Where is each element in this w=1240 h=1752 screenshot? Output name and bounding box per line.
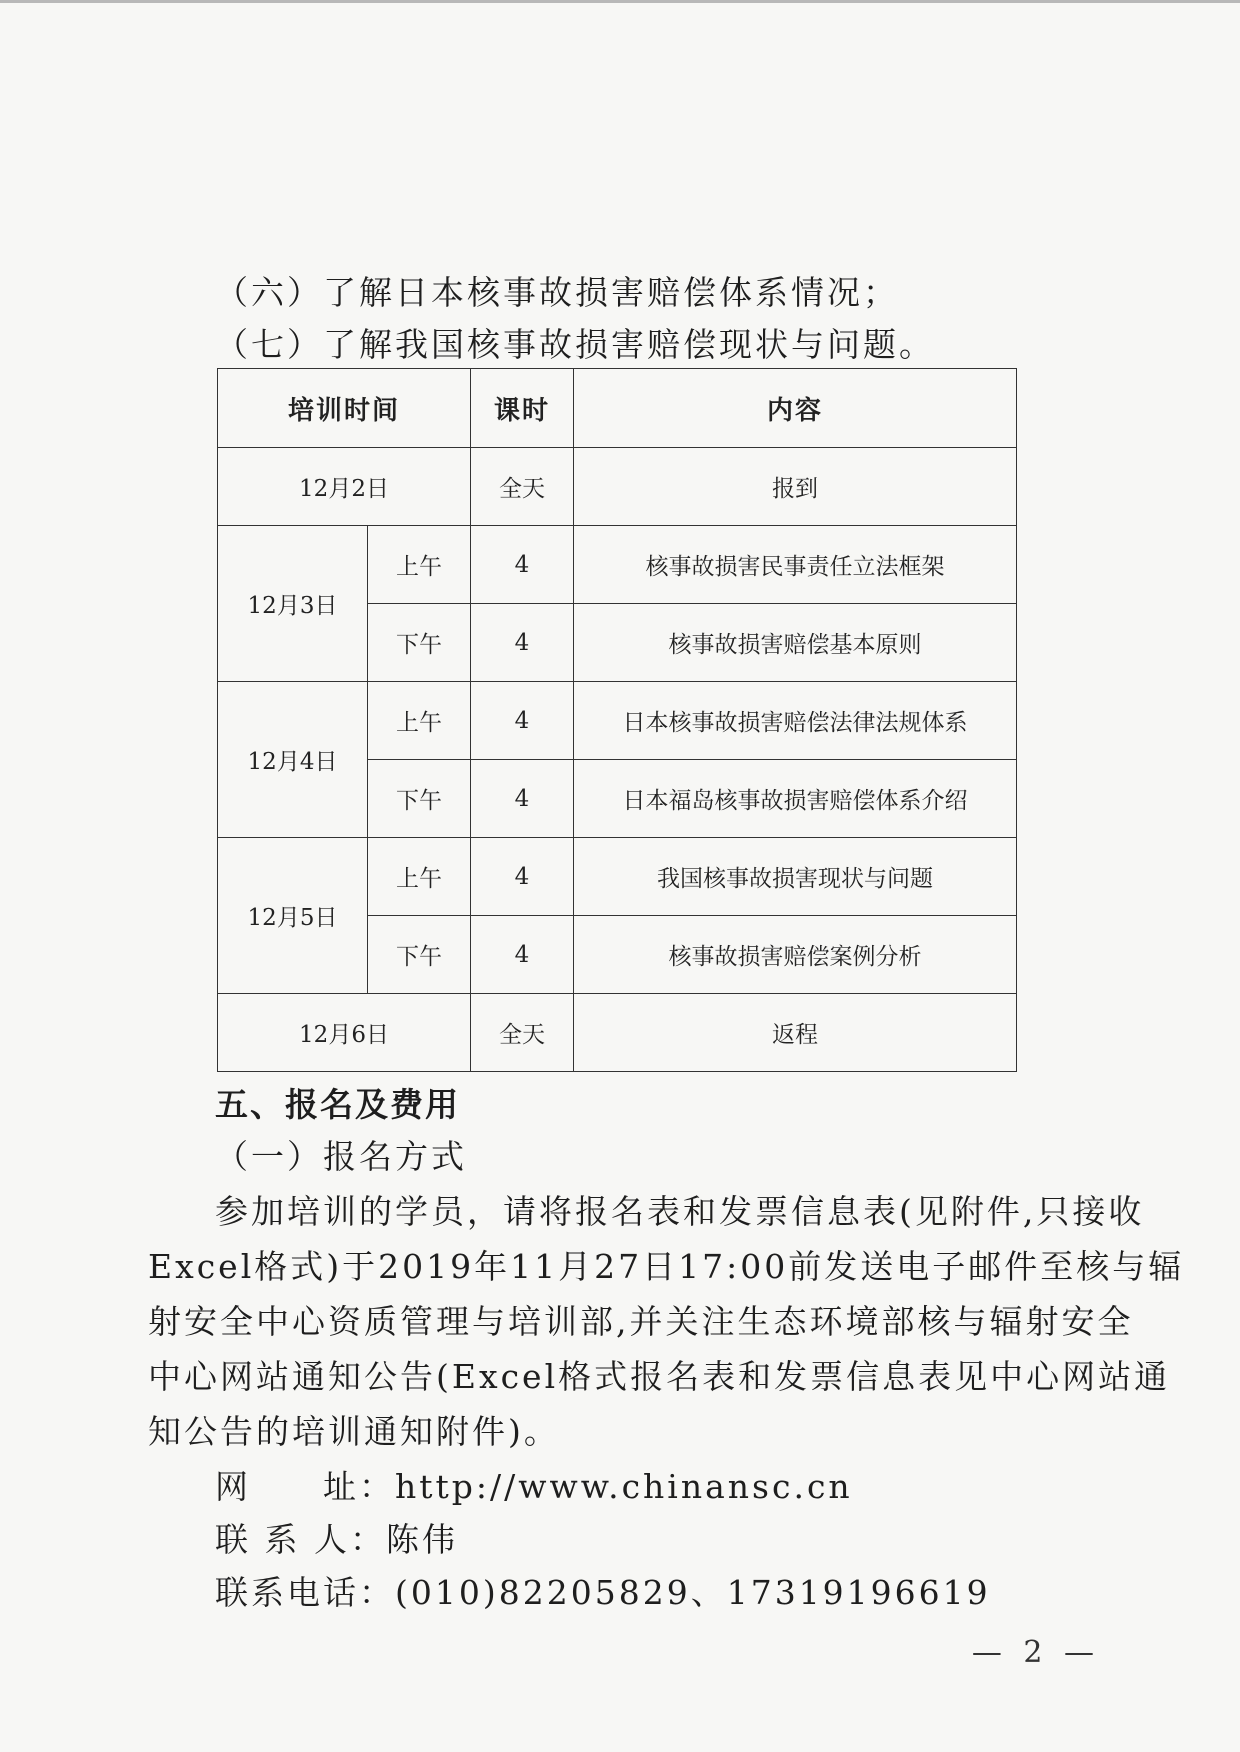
content-cell: 日本福岛核事故损害赔偿体系介绍	[574, 760, 1017, 838]
contact-name: 陈伟	[385, 1520, 458, 1559]
website-link[interactable]: http://www.chinansc.cn	[395, 1467, 853, 1506]
hours-cell: 4	[471, 838, 574, 916]
website-row	[215, 1467, 853, 1507]
hours-cell: 全天	[471, 994, 574, 1072]
date-cell: 12月6日	[218, 994, 471, 1072]
date-cell: 12月4日	[218, 682, 368, 838]
table-header-row	[218, 369, 1017, 448]
header-hours: 课时	[471, 369, 574, 448]
period-cell: 上午	[368, 682, 471, 760]
objective-7: （七）了解我国核事故损害赔偿现状与问题。	[215, 325, 935, 364]
content-cell: 核事故损害赔偿基本原则	[574, 604, 1017, 682]
table-row	[218, 994, 1017, 1072]
period-cell: 下午	[368, 916, 471, 994]
content-cell: 核事故损害赔偿案例分析	[574, 916, 1017, 994]
header-time: 培训时间	[218, 369, 471, 448]
content-cell: 报到	[574, 448, 1017, 526]
content-cell: 返程	[574, 994, 1017, 1072]
hours-cell: 4	[471, 682, 574, 760]
period-cell: 上午	[368, 526, 471, 604]
period-cell: 下午	[368, 604, 471, 682]
schedule-table	[217, 368, 1017, 1072]
period-cell: 上午	[368, 838, 471, 916]
hours-cell: 全天	[471, 448, 574, 526]
hours-cell: 4	[471, 916, 574, 994]
phone-label: 联系电话：	[215, 1573, 395, 1612]
paragraph-line: 射安全中心资质管理与培训部,并关注生态环境部核与辐射安全	[148, 1302, 1134, 1341]
paragraph-line: 知公告的培训通知附件)。	[148, 1412, 560, 1451]
table-row	[218, 448, 1017, 526]
content-cell: 我国核事故损害现状与问题	[574, 838, 1017, 916]
date-cell: 12月3日	[218, 526, 368, 682]
date-cell: 12月2日	[218, 448, 471, 526]
hours-cell: 4	[471, 526, 574, 604]
period-cell: 下午	[368, 760, 471, 838]
table-row	[218, 526, 1017, 604]
paragraph-line: 参加培训的学员，请将报名表和发票信息表(见附件,只接收	[215, 1192, 1145, 1231]
header-content: 内容	[574, 369, 1017, 448]
hours-cell: 4	[471, 604, 574, 682]
content-cell: 核事故损害民事责任立法框架	[574, 526, 1017, 604]
page-number: — 2 —	[971, 1635, 1100, 1670]
scan-edge	[0, 0, 1240, 3]
date-cell: 12月5日	[218, 838, 368, 994]
subsection-heading: （一）报名方式	[215, 1137, 467, 1176]
phone-row	[215, 1573, 991, 1613]
phone-number: (010)82205829、17319196619	[395, 1573, 991, 1612]
paragraph-line: 中心网站通知公告(Excel格式报名表和发票信息表见中心网站通	[148, 1357, 1171, 1396]
table-row	[218, 682, 1017, 760]
table-row	[218, 838, 1017, 916]
contact-row	[215, 1520, 458, 1560]
website-label: 网 址：	[215, 1467, 395, 1506]
paragraph-line: Excel格式)于2019年11月27日17:00前发送电子邮件至核与辐	[148, 1247, 1185, 1286]
hours-cell: 4	[471, 760, 574, 838]
section-heading: 五、报名及费用	[215, 1085, 460, 1124]
contact-label: 联 系 人：	[215, 1520, 386, 1559]
content-cell: 日本核事故损害赔偿法律法规体系	[574, 682, 1017, 760]
objective-6: （六）了解日本核事故损害赔偿体系情况；	[215, 273, 899, 312]
